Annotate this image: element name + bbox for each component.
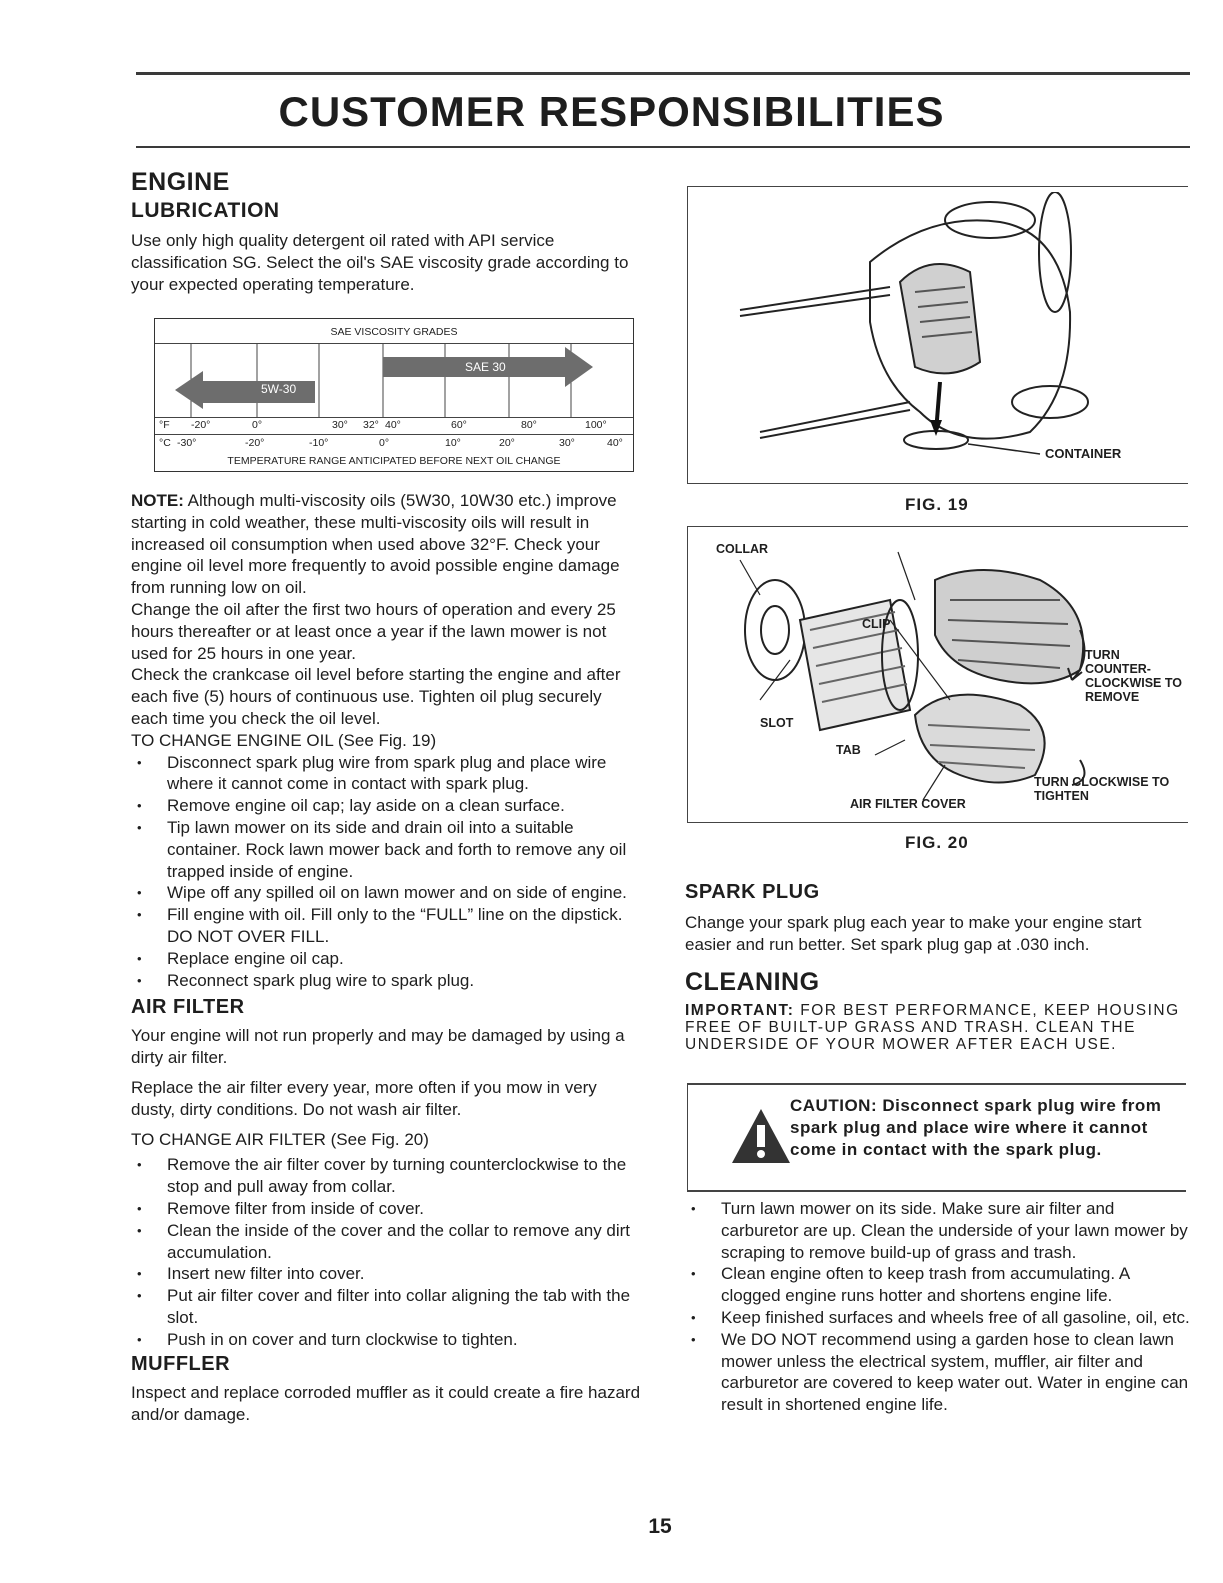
engine-note — [131, 490, 641, 599]
c-tick: -30° — [177, 437, 197, 449]
list-item: • Remove the air filter cover by turning counterclockwise to the stop and pull away from collar. — [131, 1154, 641, 1198]
fig19-label-container: CONTAINER — [1045, 446, 1122, 461]
air-filter-p2: Replace the air filter every year, more often if you mow in very dusty, dirty conditions. Do not wash air filter. — [131, 1077, 597, 1119]
list-item: • Tip lawn mower on its side and drain oil into a suitable container. Rock lawn mower back and forth to remove any oil trapped inside of engine. — [131, 817, 641, 882]
sae-f-rule — [155, 417, 633, 418]
fig20-label-collar: COLLAR — [716, 542, 769, 556]
important-text: FOR BEST PERFORMANCE, KEEP HOUSING FREE OF BUILT-UP GRASS AND TRASH. CLEAN THE UNDERSIDE OF YOUR MOWER AFTER EACH USE. — [685, 1001, 1180, 1053]
list-item: • Turn lawn mower on its side. Make sure air filter and carburetor are up. Clean the underside of your lawn mower by scraping to remove build-up of grass and trash. — [685, 1198, 1190, 1263]
air-filter-heading: AIR FILTER — [131, 996, 245, 1019]
change-oil-steps — [131, 752, 641, 992]
change-air-filter-heading: TO CHANGE AIR FILTER (See Fig. 20) — [131, 1129, 429, 1149]
list-item: • Keep finished surfaces and wheels free of all gasoline, oil, etc. — [685, 1307, 1190, 1329]
engine-heading: ENGINE — [131, 168, 230, 196]
oil-check-level: Check the crankcase oil level before starting the engine and after each five (5) hours of continuous use. Tighten oil plug securely each time you check the oil level. — [131, 665, 621, 728]
sae-chart-caption: TEMPERATURE RANGE ANTICIPATED BEFORE NEXT OIL CHANGE — [227, 455, 561, 467]
caution-text: CAUTION: Disconnect spark plug wire from spark plug and place wire where it cannot come in contact with the spark plug. — [790, 1096, 1162, 1159]
c-tick: 20° — [499, 437, 515, 449]
fig20-label-turn-ccw: TURN COUNTER-CLOCKWISE TO REMOVE — [1085, 648, 1182, 704]
unit-c: °C — [159, 437, 171, 449]
fig20-label-cover: AIR FILTER COVER — [850, 797, 966, 811]
list-item: • Remove filter from inside of cover. — [131, 1198, 641, 1220]
change-oil-heading: TO CHANGE ENGINE OIL (See Fig. 19) — [131, 730, 437, 750]
right-column-body — [685, 880, 1190, 1053]
fig19-caption: FIG. 19 — [905, 495, 969, 514]
f-tick: 80° — [521, 419, 537, 431]
caution-box — [687, 1083, 1186, 1192]
c-tick: 30° — [559, 437, 575, 449]
muffler-heading: MUFFLER — [131, 1353, 231, 1376]
f-tick: 40° — [385, 419, 401, 431]
bar-sae30-label: SAE 30 — [465, 360, 506, 374]
page-number: 15 — [648, 1515, 672, 1538]
left-column-body — [131, 490, 641, 1426]
warning-icon — [730, 1107, 792, 1165]
c-tick: -20° — [245, 437, 265, 449]
bar-5w30-label: 5W-30 — [261, 382, 297, 396]
spark-plug-heading: SPARK PLUG — [685, 881, 820, 903]
f-tick: 100° — [585, 419, 607, 431]
fig20-label-turn-cw: TURN CLOCKWISE TO TIGHTEN — [1034, 775, 1170, 803]
list-item: • Disconnect spark plug wire from spark plug and place wire where it cannot come in contact with spark plug. — [131, 752, 641, 796]
page-title: CUSTOMER RESPONSIBILITIES — [278, 88, 945, 135]
c-tick: 40° — [607, 437, 623, 449]
cleaning-steps — [685, 1198, 1190, 1416]
list-item: • Replace engine oil cap. — [131, 948, 641, 970]
air-filter-p1: Your engine will not run properly and may be damaged by using a dirty air filter. — [131, 1026, 625, 1068]
left-column — [131, 168, 641, 295]
sae-chart-title: SAE VISCOSITY GRADES — [330, 326, 458, 338]
list-item: • Put air filter cover and filter into collar aligning the tab with the slot. — [131, 1285, 641, 1329]
oil-change-interval: Change the oil after the first two hours of operation and every 25 hours thereafter or at least once a year if the lawn mower is not used for 25 hours in one year. — [131, 599, 616, 663]
list-item: • Clean engine often to keep trash from accumulating. A clogged engine runs hotter and shortens engine life. — [685, 1263, 1190, 1307]
top-rule — [136, 72, 1190, 75]
fig20-label-tab: TAB — [836, 743, 861, 757]
list-item: • Remove engine oil cap; lay aside on a clean surface. — [131, 795, 641, 817]
cleaning-heading: CLEANING — [685, 967, 820, 996]
muffler-text: Inspect and replace corroded muffler as it could create a fire hazard and/or damage. — [131, 1383, 641, 1425]
title-underline — [136, 146, 1190, 148]
f-tick: 32° — [363, 419, 379, 431]
fig19-illustration — [700, 192, 1170, 472]
list-item: • Reconnect spark plug wire to spark plug. — [131, 970, 641, 992]
cleaning-important — [685, 1002, 1190, 1053]
fig20-caption: FIG. 20 — [905, 833, 969, 852]
list-item: • Fill engine with oil. Fill only to the “FULL” line on the dipstick. DO NOT OVER FILL. — [131, 904, 641, 948]
list-item: • Push in on cover and turn clockwise to tighten. — [131, 1329, 641, 1351]
important-label: IMPORTANT: — [685, 1001, 795, 1019]
fig20-label-clip: CLIP — [862, 617, 891, 631]
lubrication-intro: Use only high quality detergent oil rated with API service classification SG. Select the oil's SAE viscosity grade according to your expected operating temperature. — [131, 231, 629, 294]
c-tick: 10° — [445, 437, 461, 449]
c-tick: -10° — [309, 437, 329, 449]
fig20-label-slot: SLOT — [760, 716, 794, 730]
sae-grid — [155, 343, 633, 417]
sae-c-rule — [155, 434, 633, 435]
unit-f: °F — [159, 419, 170, 431]
list-item: • Clean the inside of the cover and the collar to remove any dirt accumulation. — [131, 1220, 641, 1264]
note-text: Although multi-viscosity oils (5W30, 10W30 etc.) improve starting in cold weather, these multi-viscosity oils will result in increased oil consumption when used above 32°F. Check your engine oil level more frequently to avoid possible engine damage from running low on oil. — [131, 491, 620, 598]
lubrication-heading: LUBRICATION — [131, 199, 280, 222]
list-item: • We DO NOT recommend using a garden hose to clean lawn mower unless the electrical system, muffler, air filter and carburetor are covered to keep water out. Water in engine can result in shortened engine life. — [685, 1329, 1190, 1416]
f-tick: 60° — [451, 419, 467, 431]
air-filter-steps — [131, 1154, 641, 1350]
c-tick: 0° — [379, 437, 390, 449]
list-item: • Insert new filter into cover. — [131, 1263, 641, 1285]
spark-plug-text: Change your spark plug each year to make your engine start easier and run better. Set spark plug gap at .030 inch. — [685, 913, 1142, 954]
note-label: NOTE: — [131, 491, 184, 510]
f-tick: 0° — [252, 419, 263, 431]
f-tick: 30° — [332, 419, 348, 431]
sae-viscosity-chart — [154, 318, 634, 472]
fig20-illustration — [700, 540, 1100, 810]
f-tick: -20° — [191, 419, 211, 431]
list-item: • Wipe off any spilled oil on lawn mower and on side of engine. — [131, 882, 641, 904]
